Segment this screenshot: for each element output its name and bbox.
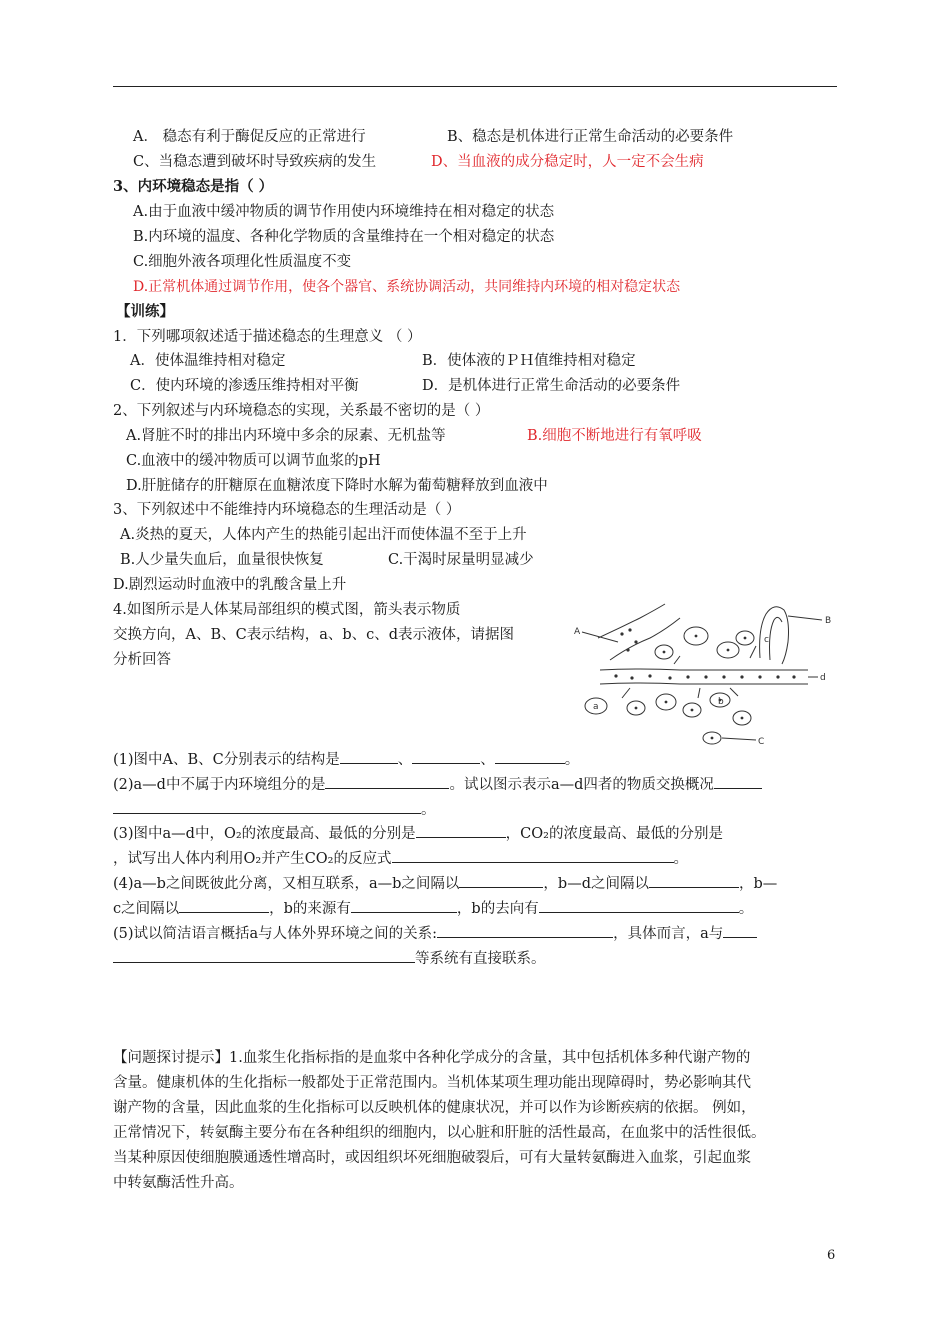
answer-blank[interactable] [495,749,565,764]
t4-stem-line3: 分析回答 [113,652,171,668]
hint-line-3: 谢产物的含量，因此血浆的生化指标可以反映机体的健康状况，并可以作为诊断疾病的依据。 例如， [113,1100,756,1116]
answer-blank[interactable] [649,873,739,888]
t3-option-d: D.剧烈运动时血液中的乳酸含量上升 [113,577,347,593]
t2-option-a: A.肾脏不时的排出内环境中多余的尿素、无机盐等 [126,428,446,444]
answer-blank[interactable] [113,799,421,814]
t4-s4: (4)a—b之间既彼此分离，又相互联系，a—b之间隔以 ，b—d之间隔以 ，b— [113,873,777,894]
label-d: d [820,673,826,683]
answer-blank[interactable] [437,923,613,938]
hint-line-1: 【问题探讨提示】1.血浆生化指标指的是血浆中各种化学成分的含量，其中包括机体多种代谢产物的 [113,1050,751,1066]
answer-blank[interactable] [392,848,674,863]
answer-blank[interactable] [179,898,269,913]
label-c: c [764,635,769,645]
lymph-vessel-inner [770,617,783,660]
answer-blank[interactable] [325,774,449,789]
label-A-leader [582,632,618,642]
hint-line-4: 正常情况下，转氨酶主要分布在各种组织的细胞内，以心脏和肝脏的活性最高，在血浆中的活性很低。 [113,1125,766,1141]
t3-option-c: C.干渴时尿量明显减少 [388,552,534,568]
hint-line-5: 当某种原因使细胞膜通透性增高时，或因组织坏死细胞破裂后，可有大量转氨酶进入血浆，引起血浆 [113,1150,751,1166]
label-a: a [593,702,599,712]
answer-blank[interactable] [416,823,506,838]
answer-blank[interactable] [539,898,739,913]
label-b: b [718,697,724,707]
t3-option-a: A.炎热的夏天，人体内产生的热能引起出汗而使体温不至于上升 [120,527,527,543]
t3-stem: 3、下列叙述中不能维持内环境稳态的生理活动是（ ） [113,502,461,518]
t2-stem: 2、下列叙述与内环境稳态的实现，关系最不密切的是（ ） [113,403,490,419]
q3-option-d: D.正常机体通过调节作用，使各个器官、系统协调活动，共同维持内环境的相对稳定状态 [133,279,681,295]
answer-blank[interactable] [723,923,757,938]
q2-option-b: B、稳态是机体进行正常生命活动的必要条件 [447,129,734,145]
q3-stem: 3、内环境稳态是指（ ） [113,178,274,195]
label-B: B [825,616,832,626]
label-B-leader [788,616,822,620]
arteriole-wall-bottom [610,618,680,660]
answer-blank[interactable] [459,873,543,888]
q2-option-d: D、当血液的成分稳定时，人一定不会生病 [431,154,704,170]
answer-blank[interactable] [340,749,398,764]
t4-s5: (5)试以简洁语言概括a与人体外界环境之间的关系: ，具体而言，a与 [113,923,757,944]
answer-blank[interactable] [714,774,762,789]
t4-s3-cont: ，试写出人体内利用O₂并产生CO₂的反应式 。 [113,848,688,869]
q3-option-c: C.细胞外液各项理化性质温度不变 [133,254,352,270]
label-C-leader [722,738,756,740]
q2-option-a: A． 稳态有利于酶促反应的正常进行 [133,129,366,145]
t4-s5-cont: 等系统有直接联系。 [113,948,546,969]
label-C: C [758,737,765,747]
arteriole-wall-top [598,604,665,638]
t2-option-b: B.细胞不断地进行有氧呼吸 [527,428,702,444]
answer-blank[interactable] [412,749,480,764]
t4-s3: (3)图中a—d中，O₂的浓度最高、最低的分别是 ，CO₂的浓度最高、最低的分别是 [113,823,723,844]
t4-stem-line2: 交换方向，A、B、C表示结构，a、b、c、d表示液体，请据图 [113,627,515,643]
hint-line-6: 中转氨酶活性升高。 [113,1175,244,1191]
t2-option-c: C.血液中的缓冲物质可以调节血浆的pH [126,453,381,469]
header-rule [113,86,837,87]
t1-option-b: B．使体液的ＰＨ值维持相对稳定 [422,353,636,369]
q2-option-c: C、当稳态遭到破坏时导致疾病的发生 [133,154,377,170]
t1-stem: 1．下列哪项叙述适于描述稳态的生理意义 （ ） [113,329,422,345]
page-number: 6 [827,1248,836,1263]
answer-blank[interactable] [351,898,457,913]
t1-option-d: D．是机体进行正常生命活动的必要条件 [422,378,681,394]
t1-option-c: C．使内环境的渗透压维持相对平衡 [130,378,359,394]
capillary-wall-bottom [600,683,808,684]
exchange-arrows [622,646,756,698]
t4-s2-cont: 。 [113,799,436,820]
t3-option-b: B.人少量失血后，血量很快恢复 [120,552,324,568]
q3-option-a: A.由于血液中缓冲物质的调节作用使内环境维持在相对稳定的状态 [133,204,555,220]
training-heading: 【训练】 [116,303,174,320]
t4-s1: (1)图中A、B、C分别表示的结构是 、 、 。 [113,749,579,770]
t1-option-a: A．使体温维持相对稳定 [130,353,286,369]
t4-s4-cont: c之间隔以 ，b的来源有 ，b的去向有 。 [113,898,753,919]
hint-line-2: 含量。健康机体的生化指标一般都处于正常范围内。当机体某项生理功能出现障碍时，势必影响其代 [113,1075,751,1091]
answer-blank[interactable] [113,948,415,963]
t4-stem-line1: 4.如图所示是人体某局部组织的模式图，箭头表示物质 [113,602,461,618]
t2-option-d: D.肝脏储存的肝糖原在血糖浓度下降时水解为葡萄糖释放到血液中 [126,478,548,494]
tissue-diagram [570,598,842,748]
label-A: A [574,627,581,637]
q3-option-b: B.内环境的温度、各种化学物质的含量维持在一个相对稳定的状态 [133,229,555,245]
t4-s2: (2)a—d中不属于内环境组分的是 。试以图示表示a—d四者的物质交换概况 [113,774,762,795]
capillary-wall-top [600,669,808,670]
